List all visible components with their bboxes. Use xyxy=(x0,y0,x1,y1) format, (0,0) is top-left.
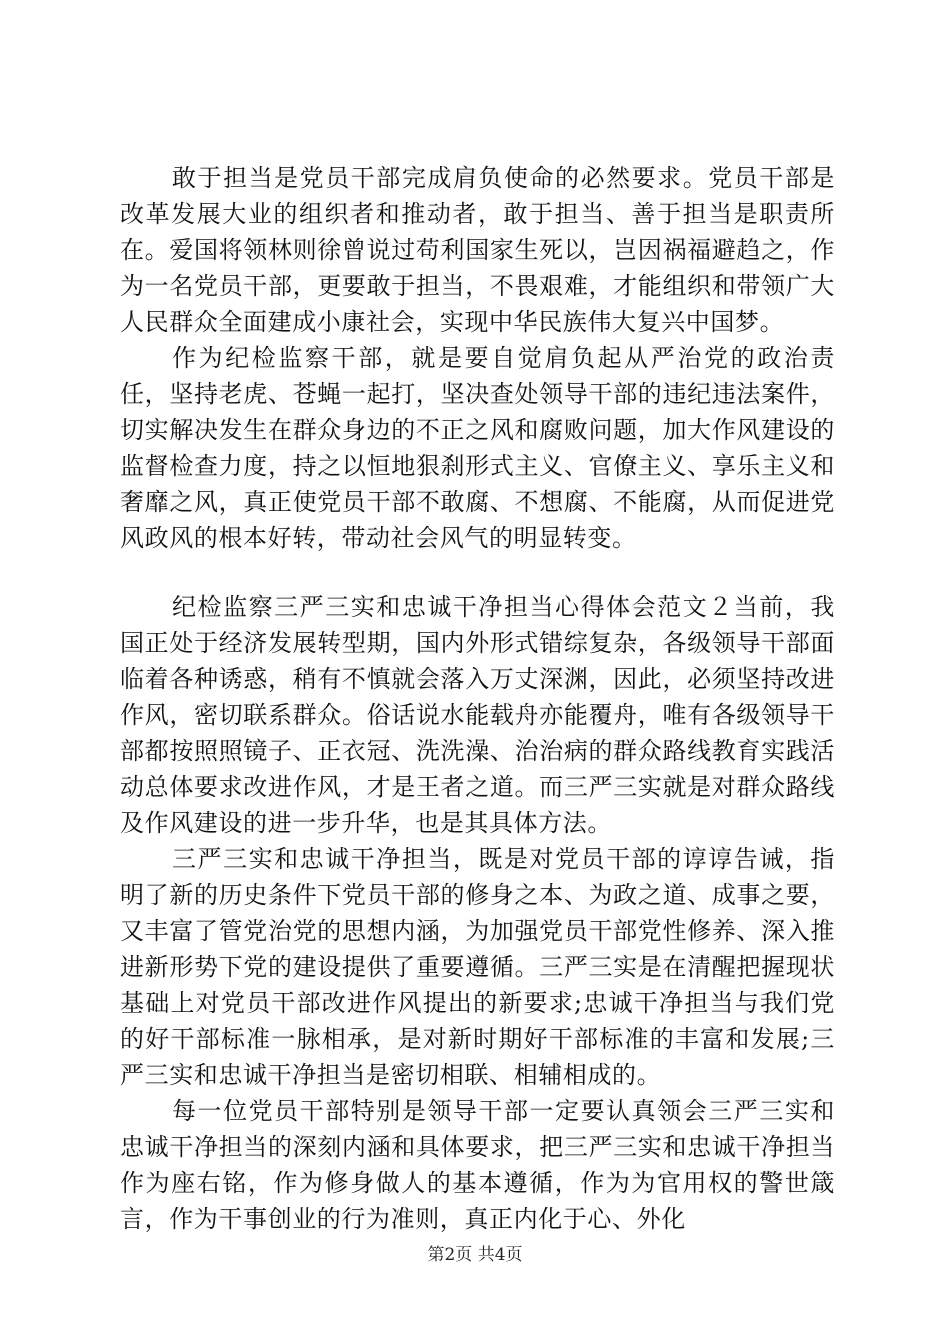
page-number-footer: 第2页 共4页 xyxy=(427,1245,523,1265)
section-spacer xyxy=(120,556,835,589)
paragraph: 纪检监察三严三实和忠诚干净担当心得体会范文２当前，我国正处于经济发展转型期，国内外形式错综复杂，各级领导干部面临着各种诱惑，稍有不慎就会落入万丈深渊，因此，必须坚持改进作风，密切联系群众。俗话说水能载舟亦能覆舟，唯有各级领导干部都按照照镜子、正衣冠、洗洗澡、治治病的群众路线教育实践活动总体要求改进作风，才是王者之道。而三严三实就是对群众路线及作风建设的进一步升华，也是其具体方法。 xyxy=(120,593,835,837)
paragraph: 作为纪检监察干部，就是要自觉肩负起从严治党的政治责任，坚持老虎、苍蝇一起打，坚决查处领导干部的违纪违法案件，切实解决发生在群众身边的不正之风和腐败问题，加大作风建设的监督检查力度，持之以恒地狠刹形式主义、官僚主义、享乐主义和奢靡之风，真正使党员干部不敢腐、不想腐、不能腐，从而促进党风政风的根本好转，带动社会风气的明显转变。 xyxy=(120,344,835,552)
paragraph: 每一位党员干部特别是领导干部一定要认真领会三严三实和忠诚干净担当的深刻内涵和具体要求，把三严三实和忠诚干净担当作为座右铭，作为修身做人的基本遵循，作为为官用权的警世箴言，作为干事创业的行为准则，真正内化于心、外化 xyxy=(120,1097,835,1233)
document-body xyxy=(120,160,835,1237)
paragraph: 敢于担当是党员干部完成肩负使命的必然要求。党员干部是改革发展大业的组织者和推动者，敢于担当、善于担当是职责所在。爱国将领林则徐曾说过苟利国家生死以，岂因祸福避趋之，作为一名党员干部，更要敢于担当，不畏艰难，才能组织和带领广大人民群众全面建成小康社会，实现中华民族伟大复兴中国梦。 xyxy=(120,164,835,336)
paragraph: 三严三实和忠诚干净担当，既是对党员干部的谆谆告诫，指明了新的历史条件下党员干部的修身之本、为政之道、成事之要，又丰富了管党治党的思想内涵，为加强党员干部党性修养、深入推进新形势下党的建设提供了重要遵循。三严三实是在清醒把握现状基础上对党员干部改进作风提出的新要求;忠诚干净担当与我们党的好干部标准一脉相承，是对新时期好干部标准的丰富和发展;三严三实和忠诚干净担当是密切相联、相辅相成的。 xyxy=(120,845,835,1089)
